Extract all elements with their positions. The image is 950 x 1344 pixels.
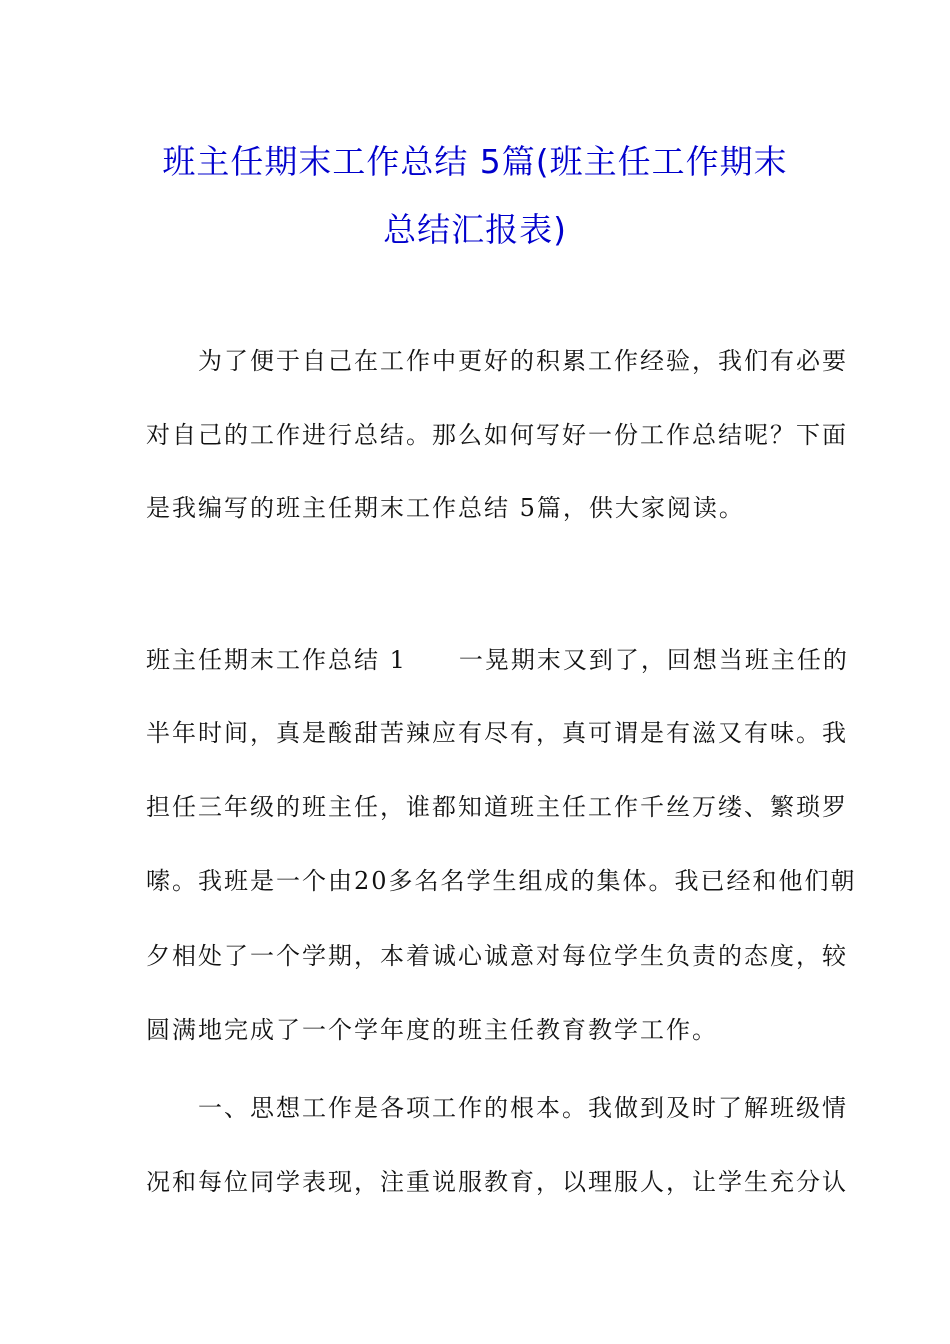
point1-line-2: 况和每位同学表现，注重说服教育，以理服人，让学生充分认 <box>146 1168 848 1196</box>
section1-line-4: 嗦。我班是一个由20多名名学生组成的集体。我已经和他们朝 <box>146 867 857 895</box>
document-title-line-1: 班主任期末工作总结 5篇(班主任工作期末 <box>162 142 788 181</box>
section1-line-1: 班主任期末工作总结 1 一晃期末又到了，回想当班主任的 <box>146 646 849 674</box>
intro-line-3: 是我编写的班主任期末工作总结 5篇，供大家阅读。 <box>146 494 745 522</box>
point1-line-1: 一、思想工作是各项工作的根本。我做到及时了解班级情 <box>146 1094 848 1122</box>
document-title-line-2: 总结汇报表) <box>383 210 567 249</box>
intro-line-1: 为了便于自己在工作中更好的积累工作经验，我们有必要 <box>146 347 848 375</box>
section1-line-5: 夕相处了一个学期，本着诚心诚意对每位学生负责的态度，较 <box>146 942 848 970</box>
section1-line-6: 圆满地完成了一个学年度的班主任教育教学工作。 <box>146 1016 718 1044</box>
section1-line-3: 担任三年级的班主任，谁都知道班主任工作千丝万缕、繁琐罗 <box>146 793 848 821</box>
intro-line-2: 对自己的工作进行总结。那么如何写好一份工作总结呢？下面 <box>146 421 848 449</box>
section1-line-2: 半年时间，真是酸甜苦辣应有尽有，真可谓是有滋又有味。我 <box>146 719 848 747</box>
